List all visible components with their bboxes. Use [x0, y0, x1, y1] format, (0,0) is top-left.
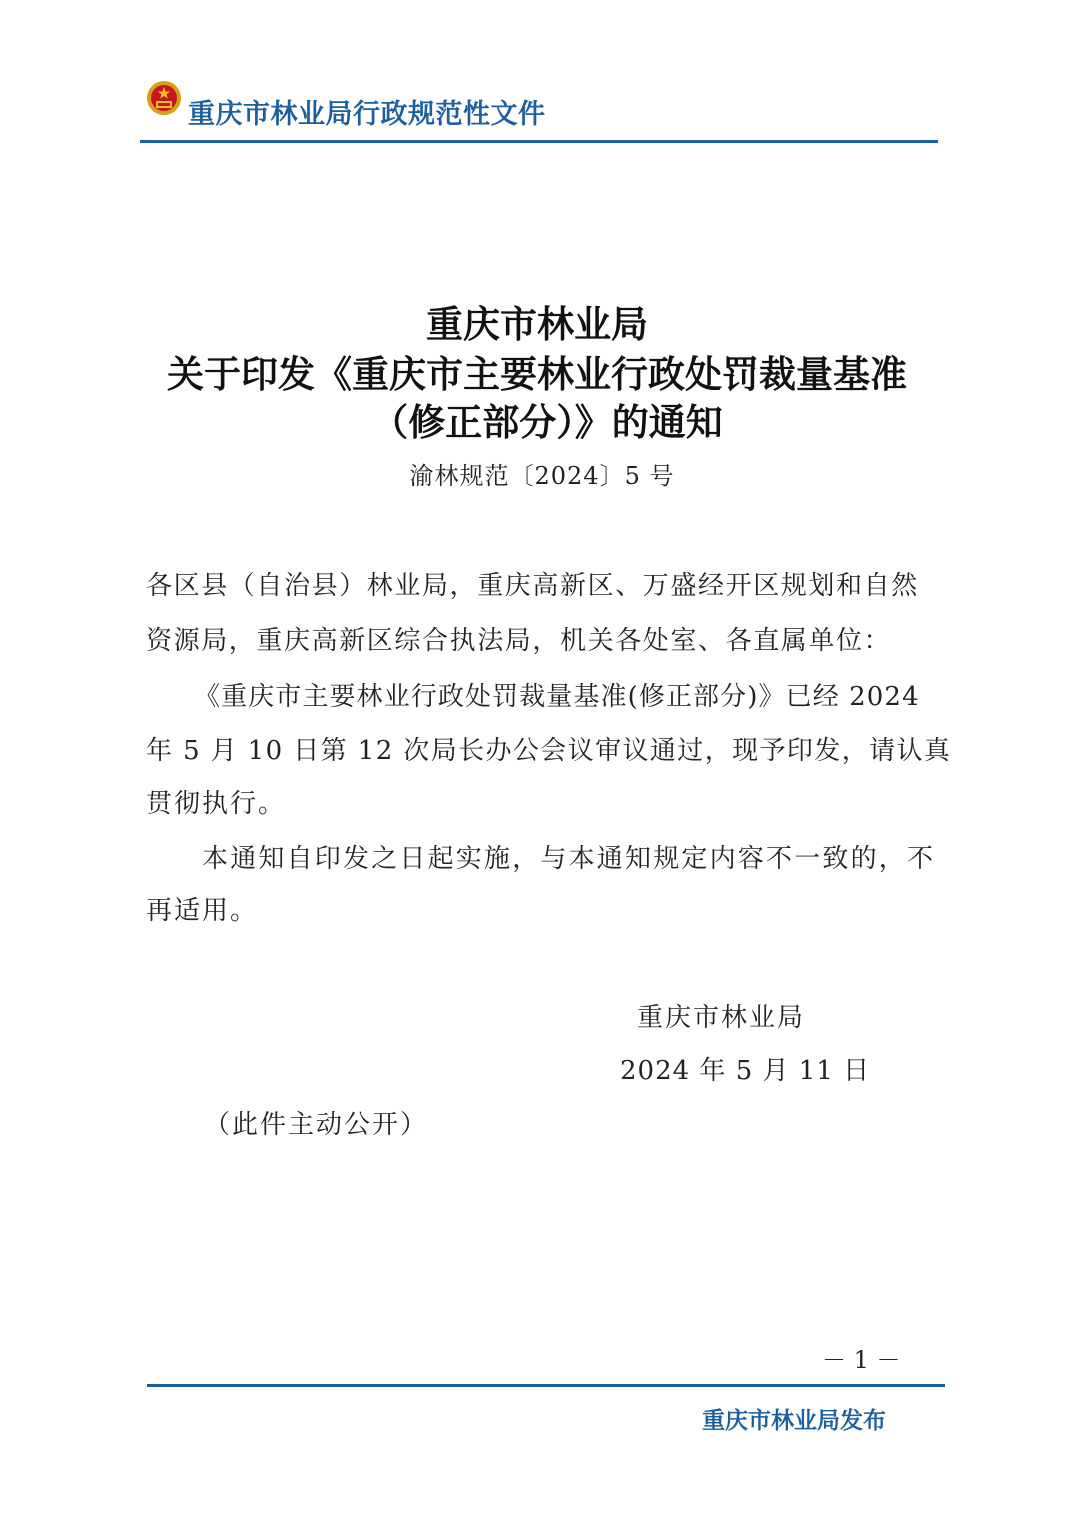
- body-line: 再适用。: [146, 896, 259, 926]
- body-line: 各区县（自治县）林业局，重庆高新区、万盛经开区规划和自然: [146, 571, 919, 601]
- footer-publisher: 重庆市林业局发布: [702, 1408, 886, 1434]
- doc-title-line-1: 重庆市林业局: [426, 302, 648, 346]
- body-line: 年 5 月 10 日第 12 次局长办公会议审议通过，现予印发，请认真: [146, 736, 952, 766]
- doc-title-line-2: 关于印发《重庆市主要林业行政处罚裁量基准: [167, 352, 907, 396]
- body-line: 本通知自印发之日起实施，与本通知规定内容不一致的，不: [202, 844, 936, 874]
- body-line: 贯彻执行。: [146, 789, 287, 819]
- signature-organization: 重庆市林业局: [637, 1003, 806, 1033]
- doc-title-line-3: （修正部分）》的通知: [371, 400, 723, 444]
- national-emblem-icon: [146, 80, 182, 116]
- doc-number: 渝林规范〔2024〕5 号: [409, 462, 675, 490]
- page-number: － 1 －: [822, 1346, 901, 1374]
- body-line: 资源局，重庆高新区综合执法局，机关各处室、各直属单位：: [146, 626, 892, 656]
- body-line: 《重庆市主要林业行政处罚裁量基准(修正部分)》已经 2024: [194, 682, 920, 712]
- header-title: 重庆市林业局行政规范性文件: [188, 99, 546, 130]
- signature-date: 2024 年 5 月 11 日: [620, 1056, 871, 1086]
- footer-divider: [147, 1384, 945, 1387]
- disclosure-note: （此件主动公开）: [204, 1110, 429, 1140]
- header-divider: [140, 140, 938, 143]
